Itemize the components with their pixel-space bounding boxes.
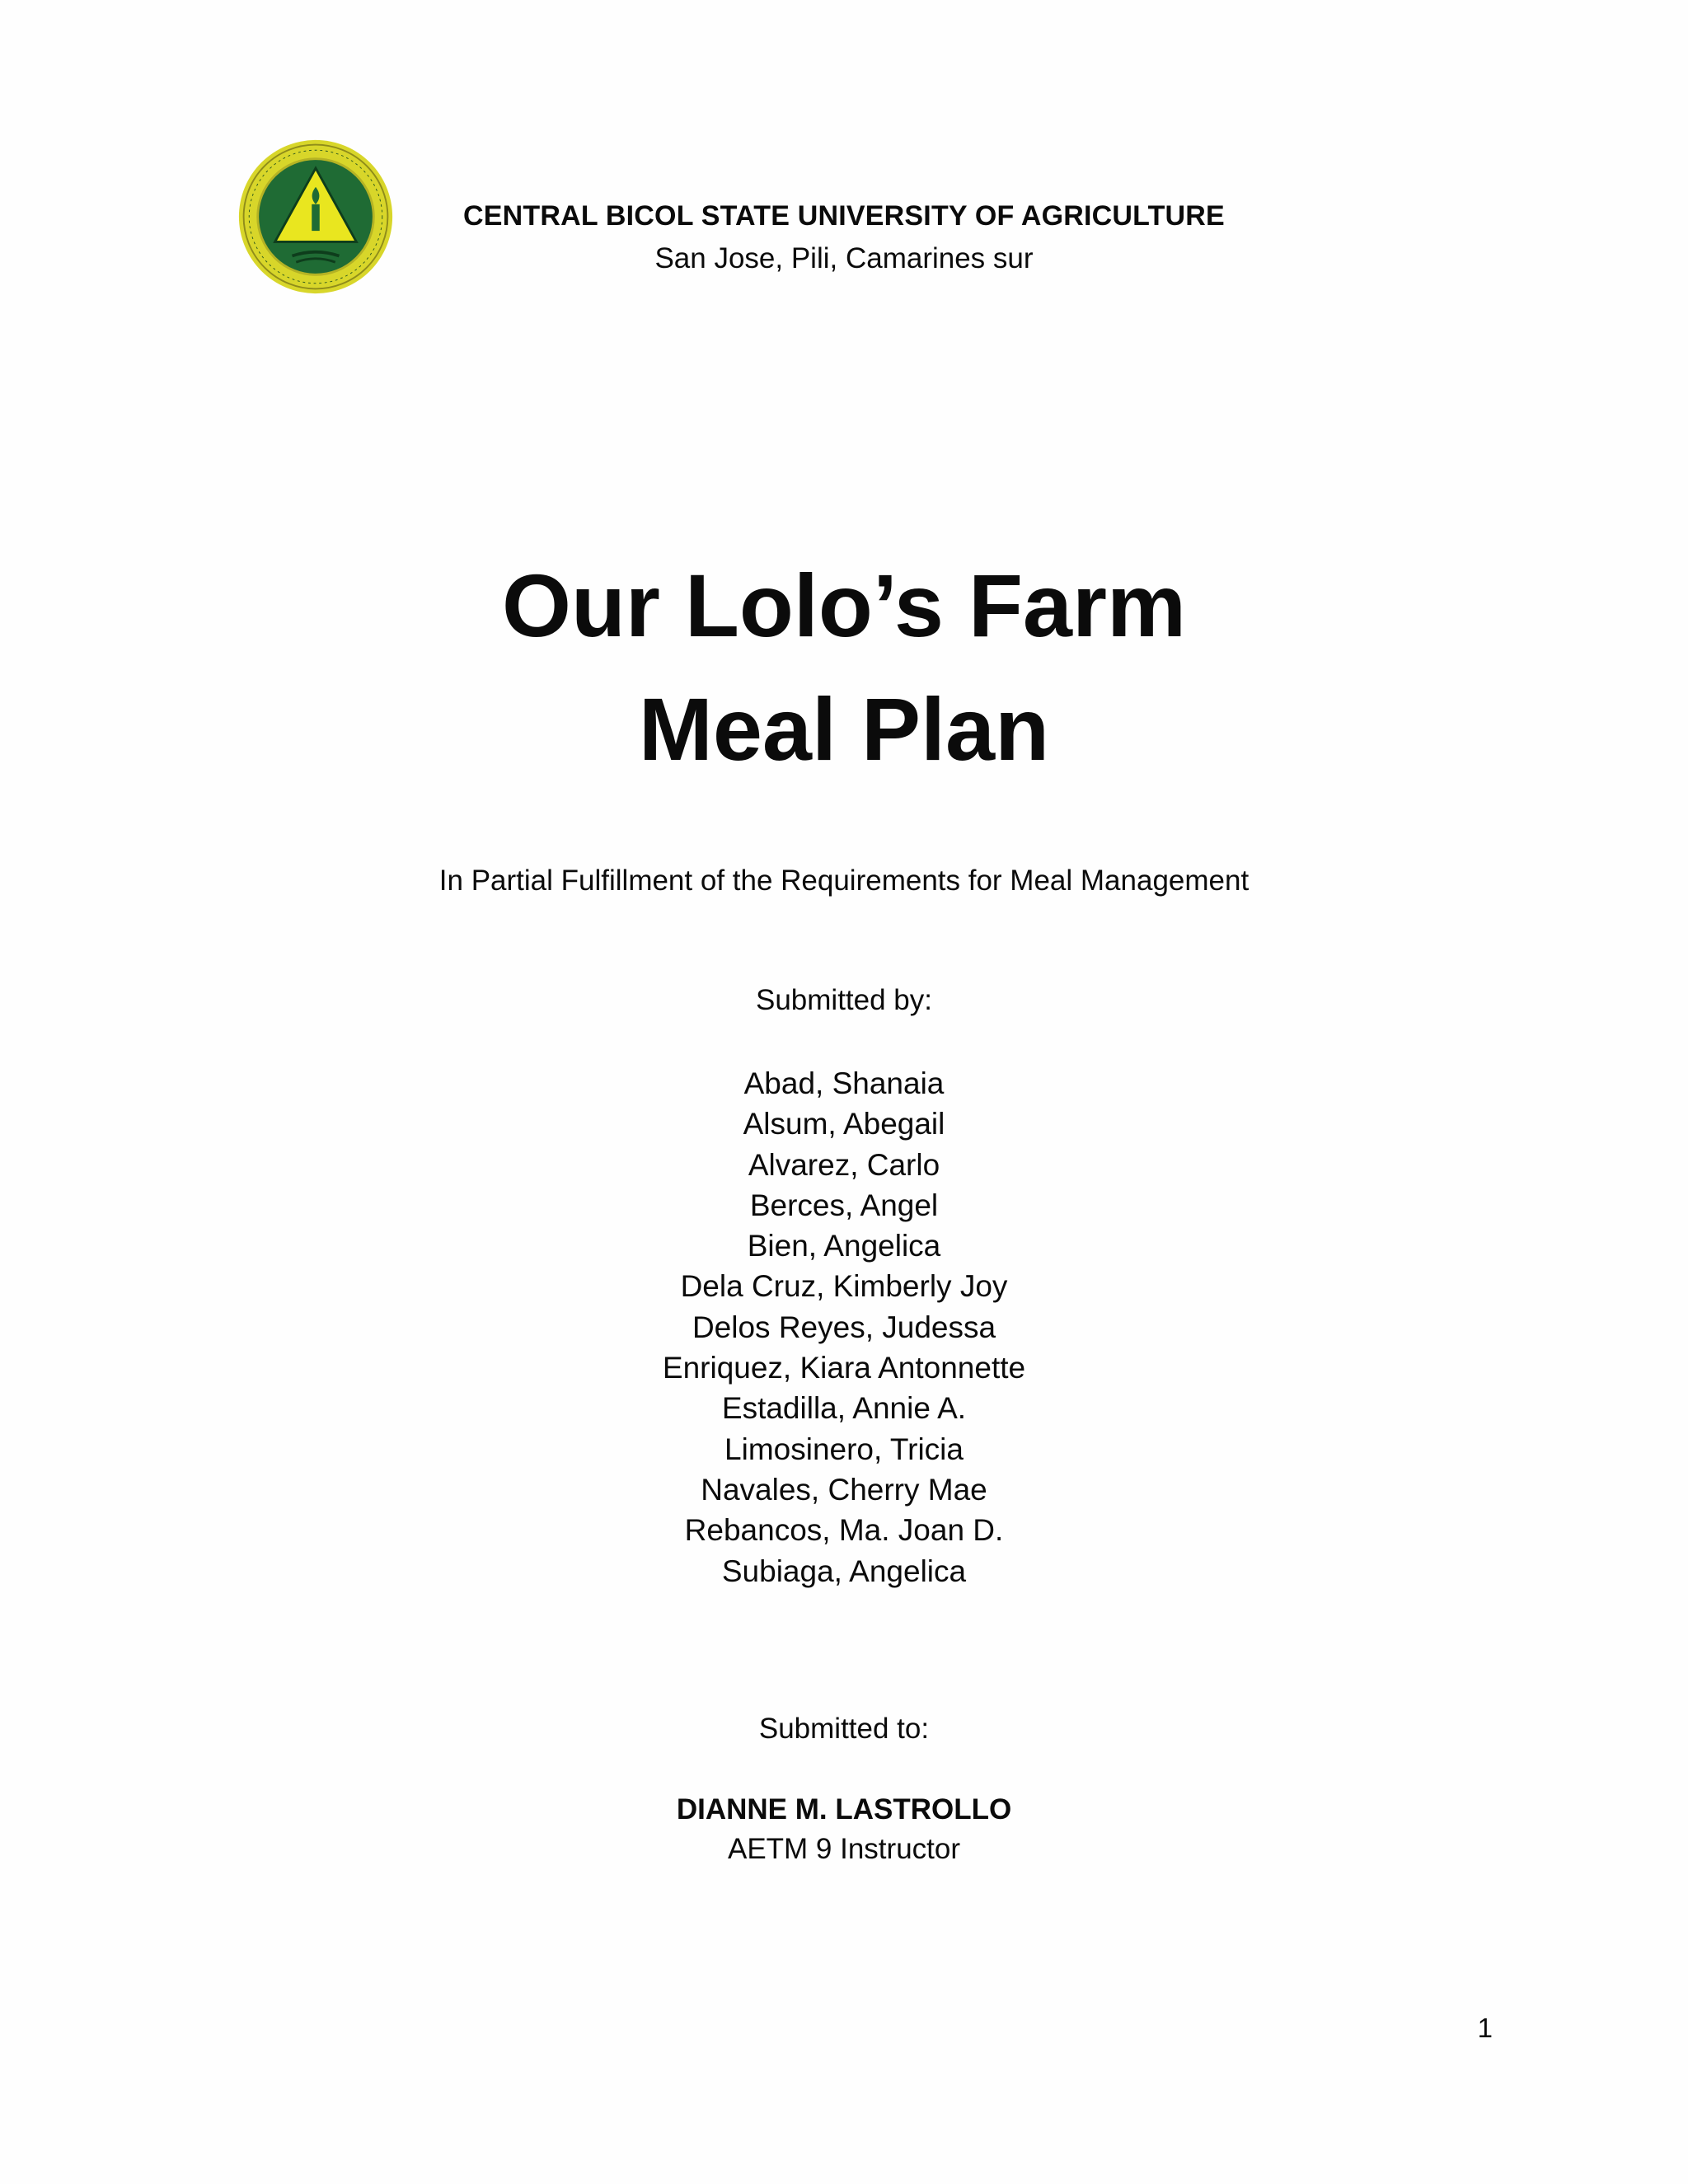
member-list: [0, 1063, 1688, 1591]
list-item: Limosinero, Tricia: [724, 1432, 964, 1466]
page-number: 1: [1477, 2013, 1493, 2043]
submitted-to-label: Submitted to:: [758, 1713, 930, 1745]
list-item: Subiaga, Angelica: [721, 1554, 967, 1588]
list-item: Alsum, Abegail: [743, 1107, 945, 1141]
document-title: [0, 544, 1688, 791]
instructor-name: DIANNE M. LASTROLLO: [676, 1793, 1012, 1825]
instructor-role: AETM 9 Instructor: [727, 1833, 961, 1865]
list-item: Berces, Angel: [749, 1188, 939, 1222]
university-address: San Jose, Pili, Camarines sur: [654, 242, 1034, 274]
title-line-2: Meal Plan: [638, 679, 1050, 779]
submitted-by-label: Submitted by:: [756, 984, 932, 1016]
list-item: Navales, Cherry Mae: [701, 1472, 987, 1507]
list-item: Rebancos, Ma. Joan D.: [684, 1513, 1004, 1548]
list-item: Enriquez, Kiara Antonnette: [662, 1351, 1026, 1385]
list-item: Alvarez, Carlo: [748, 1147, 940, 1182]
title-line-1: Our Lolo’s Farm: [501, 555, 1187, 655]
list-item: Abad, Shanaia: [743, 1066, 945, 1100]
university-name: CENTRAL BICOL STATE UNIVERSITY OF AGRICULTURE: [463, 200, 1225, 232]
list-item: Estadilla, Annie A.: [721, 1391, 967, 1426]
list-item: Delos Reyes, Judessa: [692, 1310, 996, 1344]
list-item: Bien, Angelica: [747, 1229, 941, 1263]
fulfillment-statement: In Partial Fulfillment of the Requirements for Meal Management: [438, 865, 1250, 897]
list-item: Dela Cruz, Kimberly Joy: [680, 1269, 1008, 1304]
